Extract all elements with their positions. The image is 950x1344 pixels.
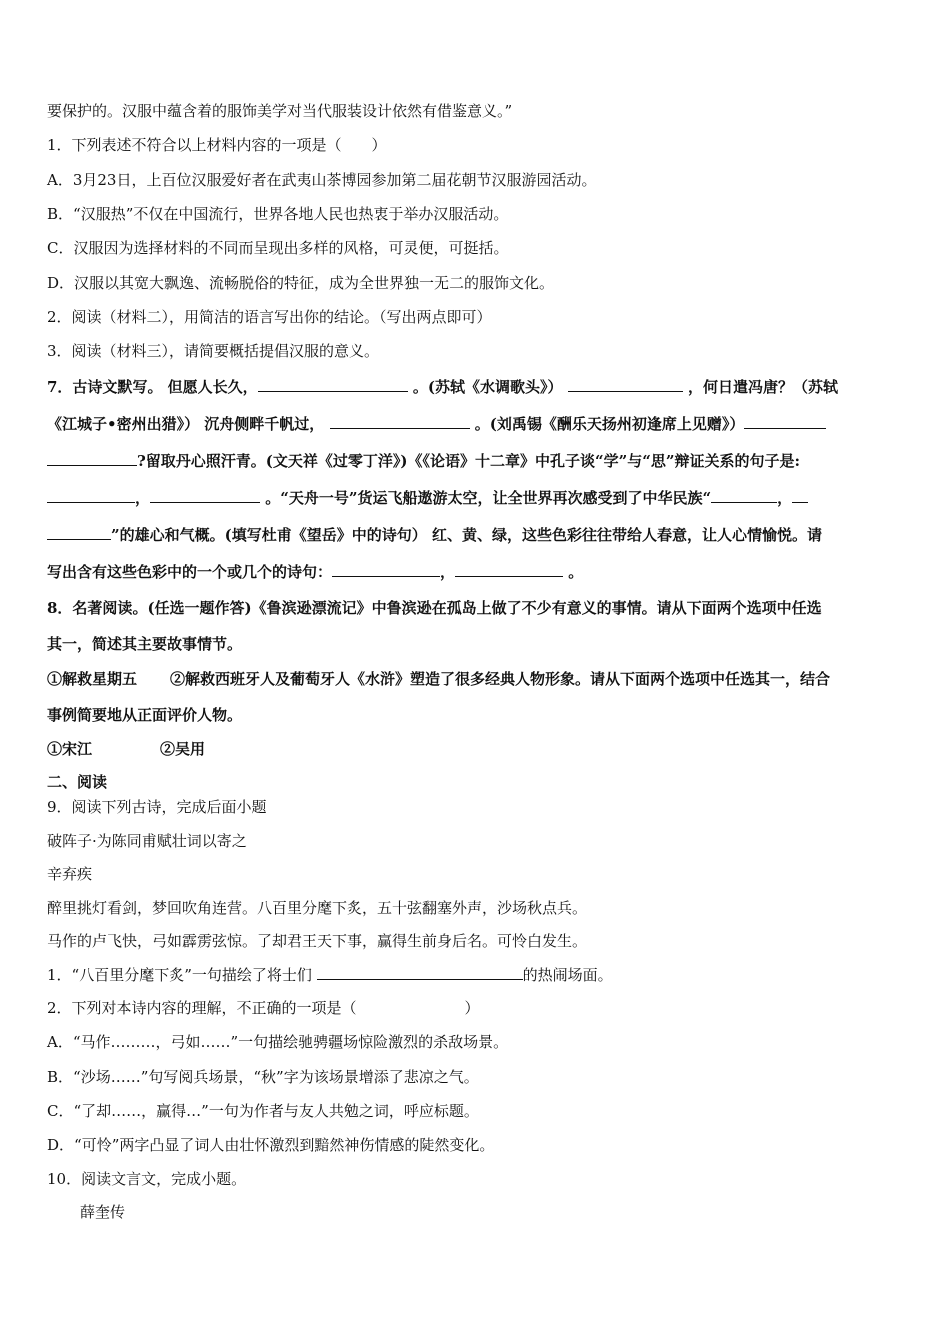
option-1b: B．“汉服热”不仅在中国流行，世界各地人民也热衷于举办汉服活动。 <box>47 205 509 223</box>
poem-line-2: 马作的卢飞快，弓如霹雳弦惊。了却君王天下事，赢得生前身后名。可怜白发生。 <box>47 932 588 950</box>
q8-option-2: ②解救西班牙人及葡萄牙人《水浒》塑造了很多经典人物形象。请从下面两个选项中任选其一，结合 <box>170 670 831 688</box>
q7-text-i: 写出含有这些色彩中的一个或几个的诗句： <box>47 563 333 581</box>
question-7-line-5 <box>47 524 906 545</box>
fill-blank[interactable] <box>711 487 777 503</box>
fill-blank[interactable] <box>792 487 808 503</box>
q8-option-1: ①解救星期五 <box>47 670 138 688</box>
q9-1-text-a: 1．“八百里分麾下炙”一句描绘了将士们 <box>47 966 312 984</box>
option-1a: A．3月23日，上百位汉服爱好者在武夷山茶博园参加第二届花朝节汉服游园活动。 <box>47 171 597 189</box>
fill-blank[interactable] <box>47 524 111 540</box>
q8-option-3: ①宋江 <box>47 740 93 758</box>
option-1c: C．汉服因为选择材料的不同而呈现出多样的风格，可灵便，可挺括。 <box>47 239 509 257</box>
q7-text-f: ?留取丹心照汗青。(文天祥《过零丁洋》)《《论语》十二章》中孔子谈“学”与“思”辩证关系的句子是: <box>137 452 801 470</box>
question-8-line-2: 其一，简述其主要故事情节。 <box>47 635 243 653</box>
fill-blank[interactable] <box>150 487 260 503</box>
q7-text-b: 。(苏轼《水调歌头》） <box>412 378 563 396</box>
question-7-line-3 <box>47 450 906 471</box>
question-9-1 <box>47 964 906 985</box>
passage-continuation: 要保护的。汉服中蕴含着的服饰美学对当代服装设计依然有借鉴意义。” <box>47 102 513 120</box>
question-3: 3．阅读（材料三），请简要概括提倡汉服的意义。 <box>47 342 380 360</box>
option-9-2a: A．“马作………，弓如……”一句描绘驰骋疆场惊险激烈的杀敌场景。 <box>47 1033 509 1051</box>
q8-option-4: ②吴用 <box>160 740 206 758</box>
q7-text-h: ”的雄心和气概。(填写杜甫《望岳》中的诗句） 红、黄、绿，这些色彩往往带给人春意，让人心情愉悦。请 <box>111 526 822 544</box>
poem-author: 辛弃疾 <box>47 865 93 883</box>
poem-title: 破阵子·为陈同甫赋壮词以寄之 <box>47 832 247 850</box>
question-10-title: 薛奎传 <box>80 1203 126 1221</box>
question-8-line-5 <box>47 739 906 759</box>
fill-blank[interactable] <box>568 376 683 392</box>
fill-blank[interactable] <box>258 376 408 392</box>
fill-blank[interactable] <box>744 413 826 429</box>
question-8-line-3 <box>47 669 906 689</box>
q7-text-d: 《江城子•密州出猎》） 沉舟侧畔千帆过， <box>47 415 325 433</box>
option-9-2d: D．“可怜”两字凸显了词人由壮怀激烈到黯然神伤情感的陡然变化。 <box>47 1136 495 1154</box>
fill-blank[interactable] <box>332 561 440 577</box>
question-8-line-1: 8．名著阅读。(任选一题作答)《鲁滨逊漂流记》中鲁滨逊在孤岛上做了不少有意义的事情。请从下面两个选项中任选 <box>47 599 822 617</box>
q7-text-e: 。(刘禹锡《酬乐天扬州初逢席上见赠》） <box>474 415 745 433</box>
question-10: 10．阅读文言文，完成小题。 <box>47 1170 247 1188</box>
q7-text-g: 。“天舟一号”货运飞船遨游太空，让全世界再次感受到了中华民族“ <box>265 489 712 507</box>
question-7-line-1 <box>47 376 906 397</box>
fill-blank[interactable] <box>47 487 135 503</box>
fill-blank[interactable] <box>47 450 137 466</box>
q7-comma: ， <box>135 489 151 507</box>
question-1: 1．下列表述不符合以上材料内容的一项是（ ） <box>47 136 387 154</box>
q7-text-c: ，何日遣冯唐？（苏轼 <box>687 378 838 396</box>
question-9-2 <box>47 998 906 1018</box>
question-8-line-4: 事例简要地从正面评价人物。 <box>47 706 243 724</box>
question-7-line-2 <box>47 413 906 434</box>
q9-2-text-a: 2．下列对本诗内容的理解，不正确的一项是（ <box>47 999 357 1017</box>
q7-period: 。 <box>568 563 584 581</box>
fill-blank[interactable] <box>455 561 563 577</box>
option-9-2c: C．“了却……，赢得…”一句为作者与友人共勉之词，呼应标题。 <box>47 1102 479 1120</box>
fill-blank[interactable] <box>330 413 470 429</box>
question-7-line-4 <box>47 487 906 508</box>
question-2: 2．阅读（材料二），用简洁的语言写出你的结论。（写出两点即可） <box>47 308 492 326</box>
section-heading-reading: 二、阅读 <box>47 773 108 791</box>
question-7-line-6 <box>47 561 906 582</box>
option-9-2b: B．“沙场……”句写阅兵场景，“秋”字为该场景增添了悲凉之气。 <box>47 1068 479 1086</box>
q7-text-a: 7．古诗文默写。 但愿人长久， <box>47 378 258 396</box>
q9-2-text-b: ） <box>464 999 480 1017</box>
q7-comma-2: ， <box>777 489 793 507</box>
q7-comma-3: ， <box>440 563 456 581</box>
q9-1-text-b: 的热闹场面。 <box>522 966 613 984</box>
option-1d: D．汉服以其宽大飘逸、流畅脱俗的特征，成为全世界独一无二的服饰文化。 <box>47 274 555 292</box>
poem-line-1: 醉里挑灯看剑，梦回吹角连营。八百里分麾下炙，五十弦翻塞外声，沙场秋点兵。 <box>47 899 588 917</box>
question-9: 9．阅读下列古诗，完成后面小题 <box>47 798 267 816</box>
fill-blank[interactable] <box>317 964 523 980</box>
